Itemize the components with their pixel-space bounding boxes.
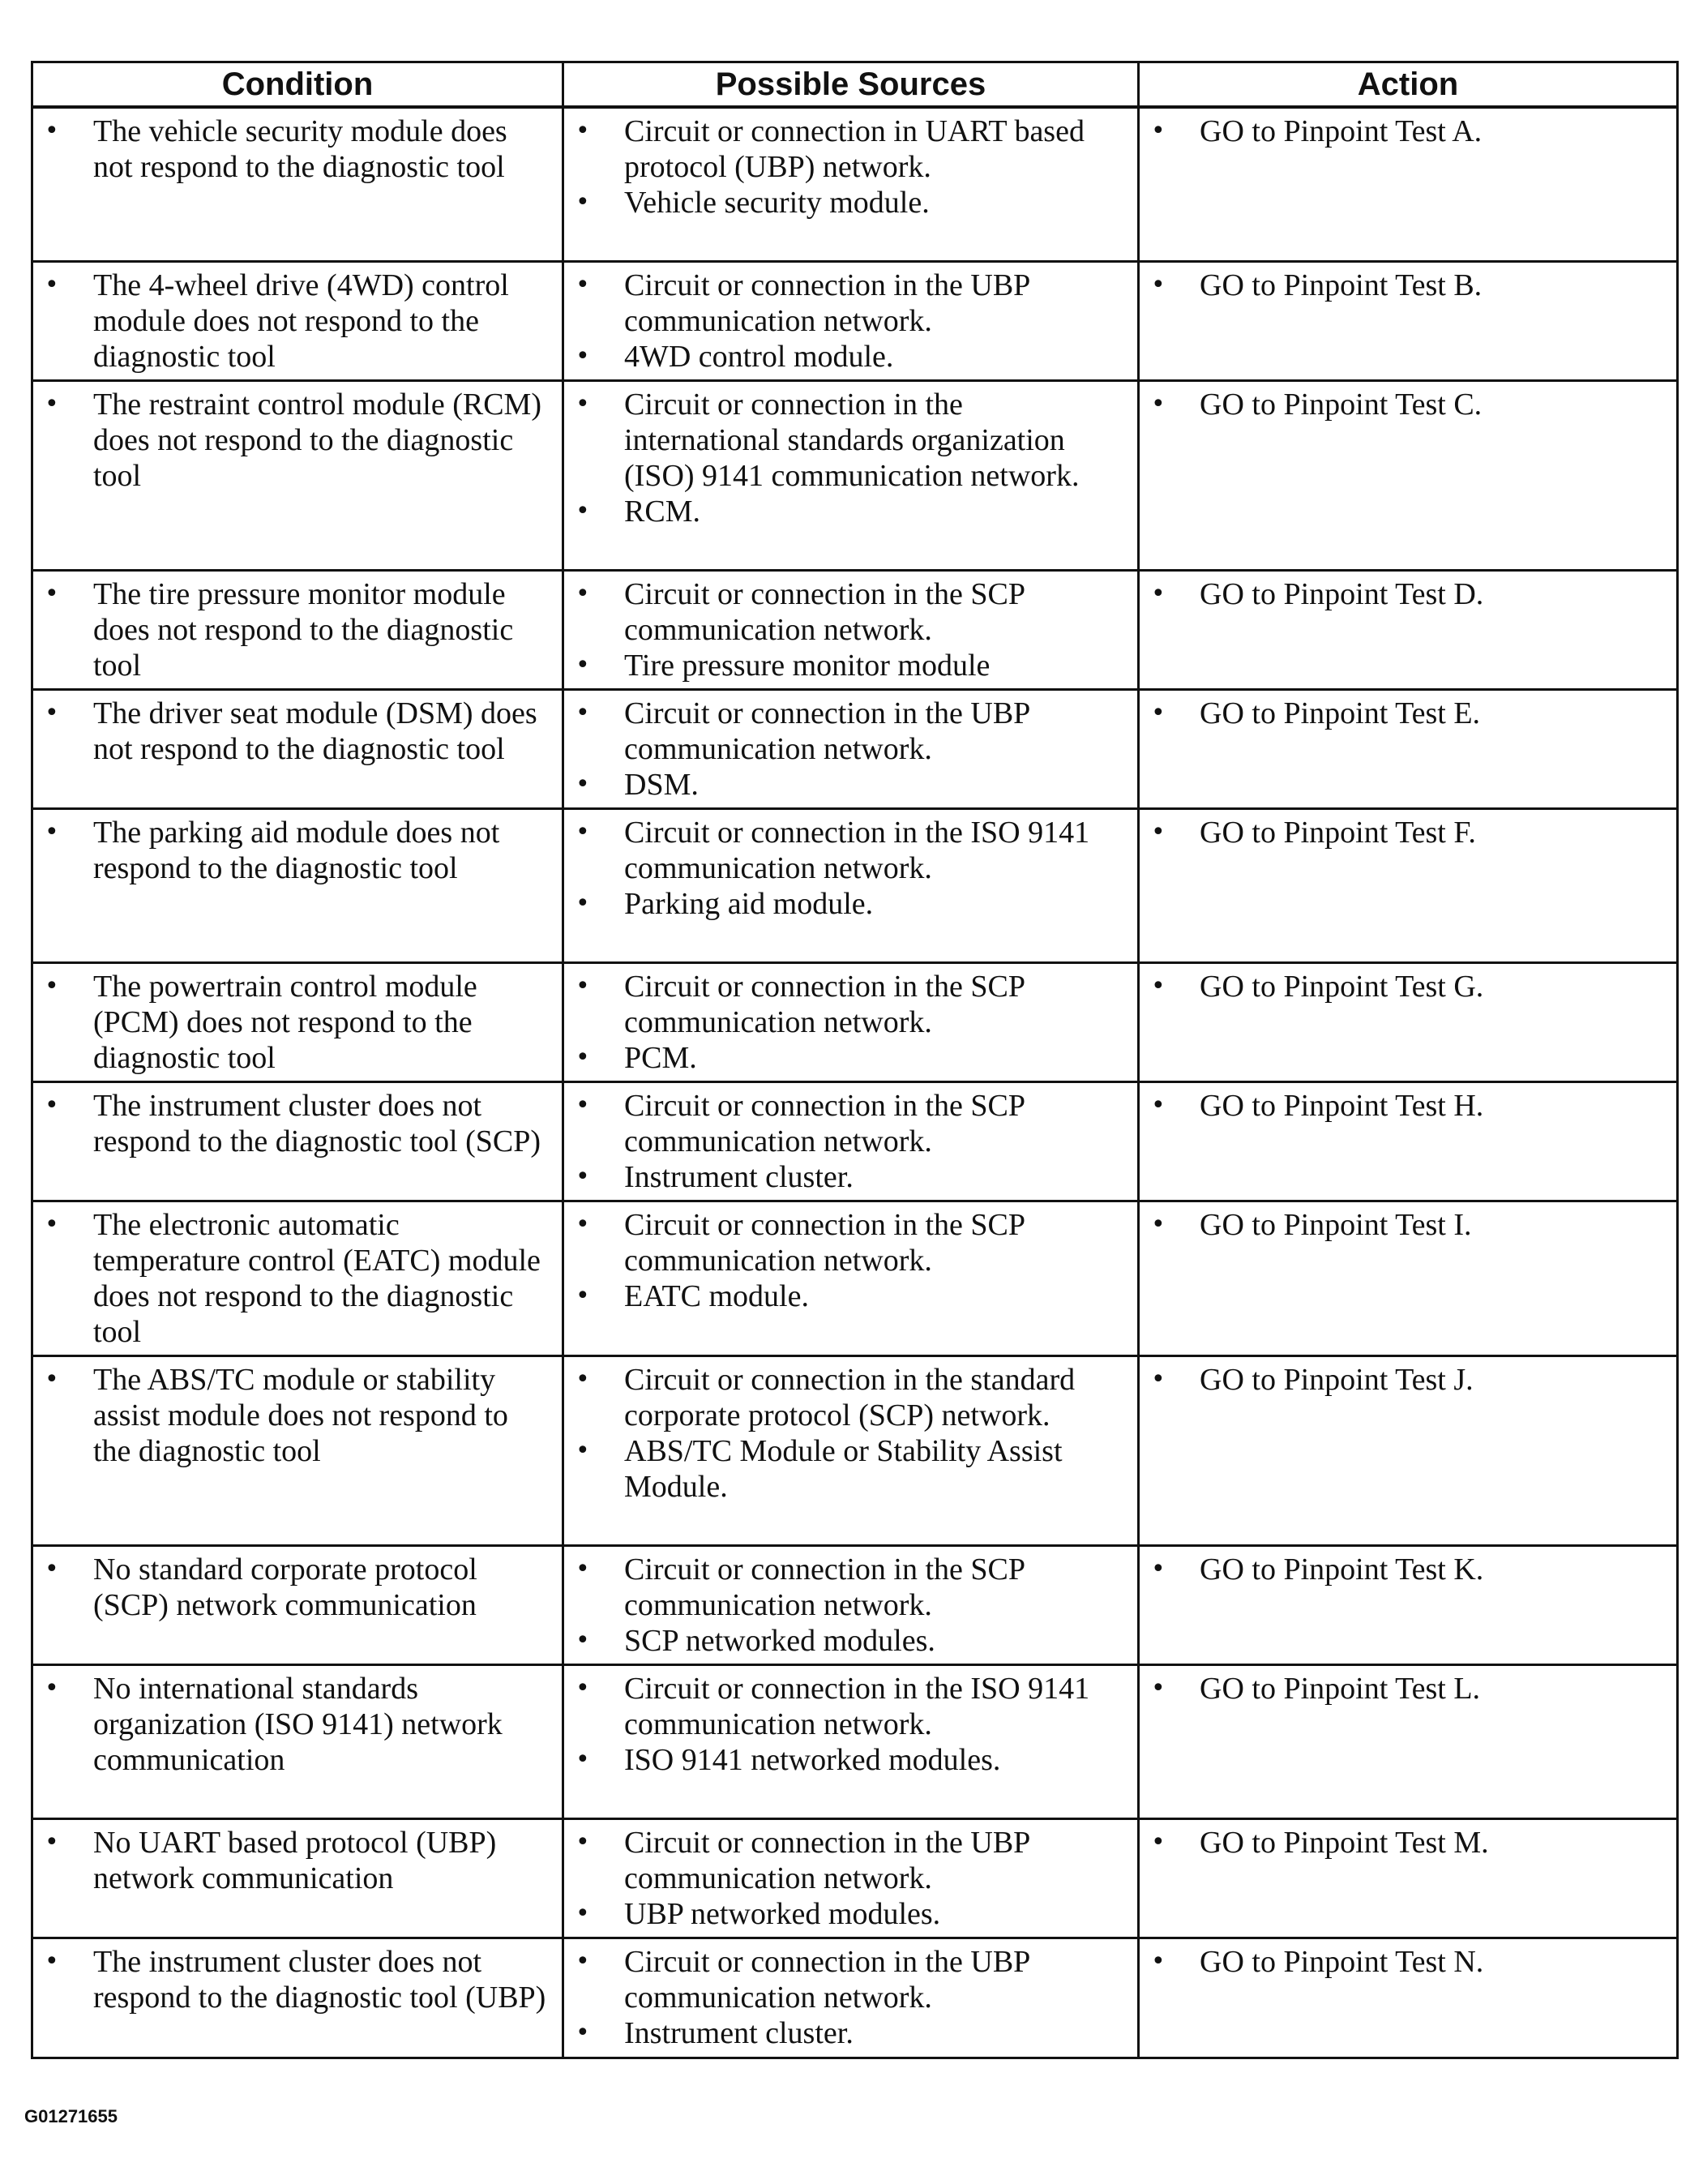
condition-text: • The restraint control module (RCM) does not respond to the diagnostic tool [45,387,550,494]
source-item: • Parking aid module. [576,886,1126,922]
sources-cell [563,380,1139,570]
condition-cell [32,570,563,689]
condition-cell [32,1818,563,1938]
source-item: • Circuit or connection in the SCP communication network. [576,1207,1126,1278]
sources-cell [563,570,1139,689]
action-cell [1139,1818,1678,1938]
source-item: • Circuit or connection in the SCP communication network. [576,969,1126,1040]
source-item: • PCM. [576,1040,1126,1076]
condition-cell [32,1081,563,1201]
source-item: • RCM. [576,494,1126,529]
condition-cell [32,1355,563,1545]
action-cell [1139,1664,1678,1818]
action-cell [1139,570,1678,689]
condition-cell [32,107,563,261]
sources-cell [563,1355,1139,1545]
action-text: • GO to Pinpoint Test L. [1151,1671,1665,1707]
action-text: • GO to Pinpoint Test D. [1151,576,1665,612]
table-row [32,107,1678,261]
source-item: • UBP networked modules. [576,1896,1126,1932]
sources-cell [563,1664,1139,1818]
sources-cell [563,1081,1139,1201]
table-row [32,1545,1678,1664]
table-body [32,107,1678,2058]
table-row [32,962,1678,1081]
table-row [32,261,1678,380]
header-row [32,62,1678,108]
sources-cell [563,1938,1139,2058]
sources-cell [563,808,1139,962]
source-item: • Instrument cluster. [576,1159,1126,1195]
source-item: • Circuit or connection in the SCP communication network. [576,576,1126,648]
action-text: • GO to Pinpoint Test J. [1151,1362,1665,1398]
sources-cell [563,962,1139,1081]
condition-cell [32,689,563,808]
condition-text: • The vehicle security module does not respond to the diagnostic tool [45,113,550,185]
action-cell [1139,380,1678,570]
action-text: • GO to Pinpoint Test I. [1151,1207,1665,1243]
table-row [32,1081,1678,1201]
source-item: • 4WD control module. [576,339,1126,375]
source-item: • Circuit or connection in the ISO 9141 communication network. [576,815,1126,886]
sources-cell [563,689,1139,808]
condition-cell [32,380,563,570]
condition-cell [32,962,563,1081]
source-item: • Circuit or connection in the SCP communication network. [576,1552,1126,1623]
condition-text: • The ABS/TC module or stability assist module does not respond to the diagnostic tool [45,1362,550,1469]
condition-cell [32,1545,563,1664]
action-cell [1139,261,1678,380]
source-item: • DSM. [576,767,1126,803]
action-cell [1139,1201,1678,1355]
condition-text: • The instrument cluster does not respond to the diagnostic tool (SCP) [45,1088,550,1159]
figure-id: G01271655 [24,2106,118,2126]
action-text: • GO to Pinpoint Test N. [1151,1944,1665,1980]
sources-cell [563,261,1139,380]
sources-cell [563,1201,1139,1355]
condition-text: • No international standards organization (ISO 9141) network communication [45,1671,550,1778]
header-action: Action [1139,62,1678,108]
condition-text: • The driver seat module (DSM) does not respond to the diagnostic tool [45,696,550,767]
action-cell [1139,107,1678,261]
action-text: • GO to Pinpoint Test H. [1151,1088,1665,1124]
source-item: • EATC module. [576,1278,1126,1314]
condition-text: • The tire pressure monitor module does not respond to the diagnostic tool [45,576,550,683]
table-row [32,1201,1678,1355]
source-item: • Vehicle security module. [576,185,1126,221]
table-row [32,1664,1678,1818]
source-item: • Instrument cluster. [576,2015,1126,2051]
action-text: • GO to Pinpoint Test G. [1151,969,1665,1004]
source-item: • Circuit or connection in the ISO 9141 communication network. [576,1671,1126,1742]
condition-text: • No UART based protocol (UBP) network communication [45,1825,550,1896]
source-item: • Circuit or connection in the UBP communication network. [576,1944,1126,2015]
action-text: • GO to Pinpoint Test M. [1151,1825,1665,1861]
condition-cell [32,1938,563,2058]
condition-text: • No standard corporate protocol (SCP) network communication [45,1552,550,1623]
diagnostic-table [31,61,1679,2059]
source-item: • Circuit or connection in the UBP communication network. [576,268,1126,339]
condition-cell [32,1201,563,1355]
condition-text: • The powertrain control module (PCM) does not respond to the diagnostic tool [45,969,550,1076]
condition-cell [32,808,563,962]
header-possible-sources: Possible Sources [563,62,1139,108]
action-text: • GO to Pinpoint Test C. [1151,387,1665,422]
action-cell [1139,1545,1678,1664]
table-row [32,1938,1678,2058]
condition-text: • The electronic automatic temperature control (EATC) module does not respond to the diagnostic tool [45,1207,550,1350]
source-item: • ISO 9141 networked modules. [576,1742,1126,1778]
source-item: • SCP networked modules. [576,1623,1126,1659]
condition-cell [32,261,563,380]
action-cell [1139,808,1678,962]
sources-cell [563,107,1139,261]
condition-cell [32,1664,563,1818]
table-row [32,808,1678,962]
condition-text: • The instrument cluster does not respond to the diagnostic tool (UBP) [45,1944,550,2015]
action-text: • GO to Pinpoint Test E. [1151,696,1665,731]
action-text: • GO to Pinpoint Test F. [1151,815,1665,850]
source-item: • Circuit or connection in the UBP communication network. [576,1825,1126,1896]
source-item: • Circuit or connection in the international standards organization (ISO) 9141 communication network. [576,387,1126,494]
action-cell [1139,1081,1678,1201]
sources-cell [563,1818,1139,1938]
condition-text: • The 4-wheel drive (4WD) control module does not respond to the diagnostic tool [45,268,550,375]
action-cell [1139,962,1678,1081]
action-text: • GO to Pinpoint Test K. [1151,1552,1665,1587]
source-item: • Tire pressure monitor module [576,648,1126,683]
table-row [32,1355,1678,1545]
table-row [32,380,1678,570]
table-row [32,689,1678,808]
header-condition: Condition [32,62,563,108]
source-item: • ABS/TC Module or Stability Assist Module. [576,1433,1126,1505]
table-row [32,1818,1678,1938]
action-cell [1139,1355,1678,1545]
source-item: • Circuit or connection in the UBP communication network. [576,696,1126,767]
source-item: • Circuit or connection in the standard corporate protocol (SCP) network. [576,1362,1126,1433]
action-text: • GO to Pinpoint Test B. [1151,268,1665,303]
action-cell [1139,1938,1678,2058]
action-text: • GO to Pinpoint Test A. [1151,113,1665,149]
condition-text: • The parking aid module does not respond to the diagnostic tool [45,815,550,886]
source-item: • Circuit or connection in UART based protocol (UBP) network. [576,113,1126,185]
action-cell [1139,689,1678,808]
table-row [32,570,1678,689]
sources-cell [563,1545,1139,1664]
source-item: • Circuit or connection in the SCP communication network. [576,1088,1126,1159]
